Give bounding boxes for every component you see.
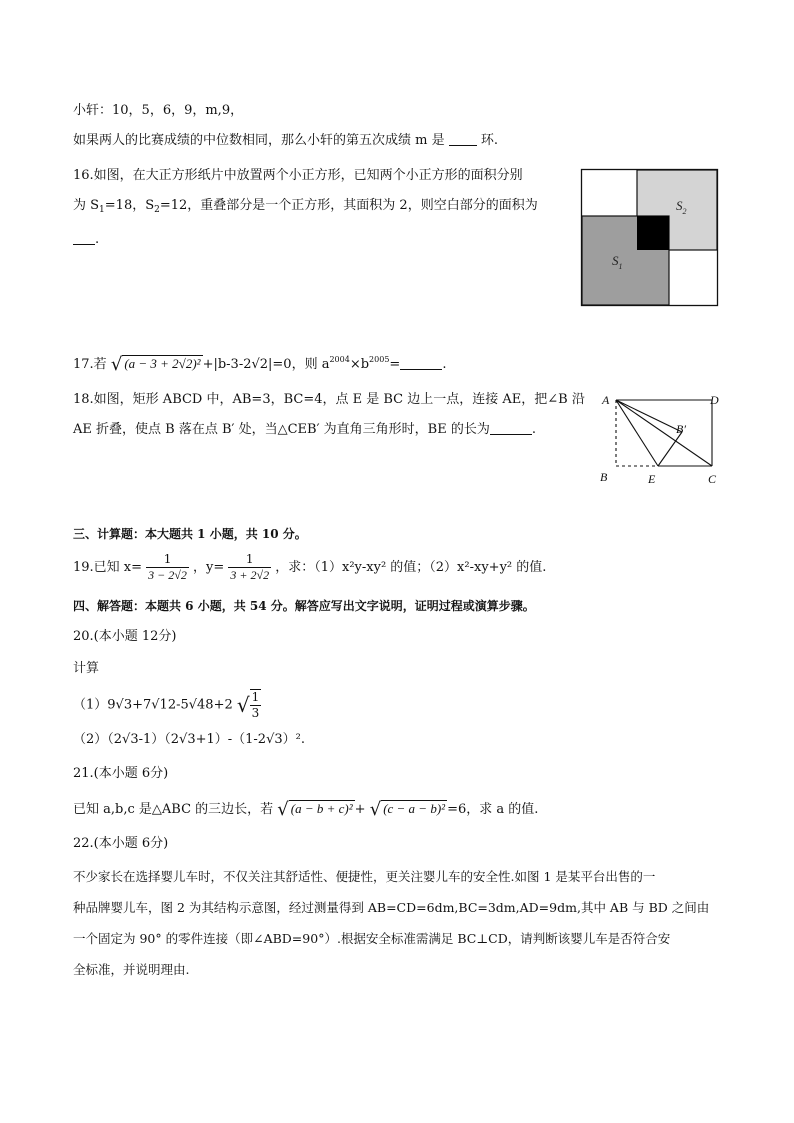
section3-heading: 三、计算题：本大题共 1 小题，共 10 分。 (73, 527, 307, 541)
q22-line1: 不少家长在选择婴儿车时，不仅关注其舒适性、便捷性，更关注婴儿车的安全性.如图 1 是某平台出售的一 (73, 869, 656, 884)
q20-part1: （1）9√3+7√12-5√48+2 √ $\frac{1}{3}$ (73, 690, 260, 720)
q17-line: 17.若 √ (a − 3 + 2√2)² +|b-3-2√2|=0，则 $a^{2004}\times b^{2005}=$ . (73, 354, 447, 375)
q18-line1: 18.如图，矩形 ABCD 中，AB=3，BC=4，点 E 是 BC 边上一点，连接 AE，把∠B 沿 (73, 392, 585, 407)
q22-line3: 一个固定为 90° 的零件连接（即∠ABD=90°）.根据安全标准需满足 BC⊥CD，请判断该婴儿车是否符合安 (73, 931, 671, 946)
q19-prefix: 19.已知 x= (73, 560, 143, 575)
q17-dot: . (442, 357, 447, 372)
q20-fraction-den: 3 (251, 706, 260, 720)
q21-end: =6，求 a 的值. (447, 802, 539, 817)
q16-text-b: =18，S (104, 198, 155, 213)
q18-line2-text: AE 折叠，使点 B 落在点 B′ 处，当△CEB′ 为直角三角形时，BE 的长为 (73, 422, 490, 437)
label-d: D (710, 393, 719, 407)
q17-exp1: 2004 (329, 355, 350, 364)
y-numerator: 1 (228, 552, 271, 568)
q20-title: 20.(本小题 12分) (73, 629, 177, 644)
label-b-prime: B′ (676, 422, 686, 436)
q21-title: 21.(本小题 6分) (73, 766, 169, 781)
label-s2: $S_2$ (676, 198, 687, 216)
q18-line2 (73, 420, 536, 440)
q17-end: = (389, 357, 401, 372)
q20-label: 计算 (73, 661, 100, 676)
answer-blank (490, 420, 532, 435)
q21-line: 已知 a,b,c 是△ABC 的三边长，若 √ (a − b + c)² + √ (c − a − b)² =6，求 a 的值. (73, 799, 539, 820)
q20-part1-text: （1）9√3+7√12-5√48+2 (73, 697, 233, 713)
label-s1: $S_1$ (612, 253, 623, 271)
q17-prefix: 17.若 (73, 357, 107, 372)
q15-line2-text: 如果两人的比赛成绩的中位数相同，那么小轩的第五次成绩 m 是 (73, 133, 445, 148)
q17-radicand: (a − 3 + 2√2)² (124, 356, 201, 371)
diagonal-ac (616, 400, 712, 466)
q16-text-a: 为 S (73, 198, 100, 213)
q18-line2-end: . (531, 422, 536, 437)
section4-heading: 四、解答题：本题共 6 小题，共 54 分。解答应写出文字说明，证明过程或演算步骤。 (73, 599, 535, 613)
q20-fraction (250, 689, 262, 721)
label-c: C (708, 472, 717, 486)
q21-prefix: 已知 a,b,c 是△ABC 的三边长，若 (73, 802, 274, 817)
q21-radicand2: (c − a − b)² (383, 801, 446, 816)
q15-line2-end: 环. (480, 133, 499, 148)
q19-end: ，求：（1）x²y-xy² 的值；（2）x²-xy+y² 的值. (275, 560, 547, 575)
x-fraction (146, 552, 189, 583)
x-numerator: 1 (146, 552, 189, 568)
q16-line1: 16.如图，在大正方形纸片中放置两个小正方形，已知两个小正方形的面积分别 (73, 168, 523, 183)
x-denominator: 3 − 2√2 (148, 568, 187, 582)
q16-line2: 为 $S_1=18$，$S_2=12$，重叠部分是一个正方形，其面积为 2，则空白部分的面积为 (73, 198, 538, 215)
q15-line1: 小轩：10，5，6，9，m,9， (73, 103, 244, 118)
label-e: E (648, 472, 656, 486)
q19-mid: ，y= (193, 560, 225, 575)
q22-line2: 种品牌婴儿车，图 2 为其结构示意图，经过测量得到 AB=CD=6dm,BC=3dm,AD=9dm,其中 AB 与 BD 之间由 (73, 900, 710, 915)
answer-blank (400, 355, 442, 370)
answer-blank (449, 131, 477, 146)
q16-text-c: =12，重叠部分是一个正方形，其面积为 2，则空白部分的面积为 (159, 198, 538, 213)
y-fraction (228, 552, 271, 583)
q18-rectangle-figure (596, 388, 726, 488)
q22-title: 22.(本小题 6分) (73, 836, 169, 851)
q17-times: ×b (349, 357, 370, 372)
q17-middle: +|b-3-2√2|=0，则 a (202, 357, 330, 372)
label-b: B (600, 470, 608, 484)
q16-line3 (73, 230, 99, 250)
q19-line (73, 551, 546, 585)
q22-line4: 全标准，并说明理由. (73, 962, 190, 977)
label-a: A (602, 393, 610, 407)
q21-plus: + (354, 802, 366, 817)
q21-radicand1: (a − b + c)² (290, 801, 353, 816)
q16-squares-figure (580, 168, 720, 308)
y-denominator: 3 + 2√2 (230, 568, 270, 582)
q16-line3-end: . (95, 232, 100, 247)
answer-blank (73, 230, 95, 245)
q17-exp2: 2005 (369, 355, 390, 364)
q20-part2: （2）（2√3-1）（2√3+1）-（1-2√3）². (73, 732, 305, 747)
overlap-square (637, 216, 669, 250)
q20-fraction-num: 1 (251, 690, 260, 704)
q15-line2 (73, 131, 498, 151)
